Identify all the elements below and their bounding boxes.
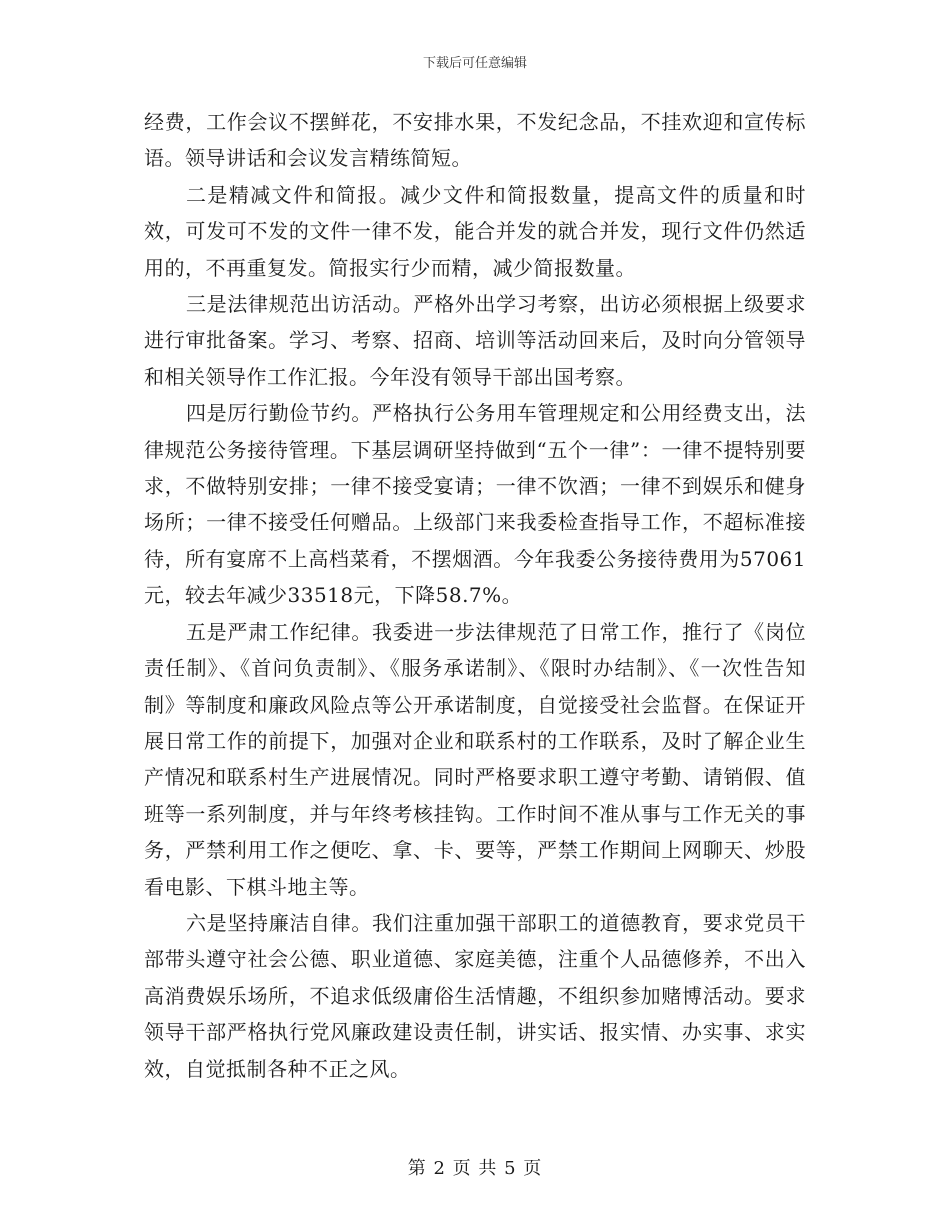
paragraph-6: 六是坚持廉洁自律。我们注重加强干部职工的道德教育，要求党员干部带头遵守社会公德、职业道德、家庭美德，注重个人品德修养，不出入高消费娱乐场所，不追求低级庸俗生活情趣，不组织参加赌博活动。要求领导干部严格执行党风廉政建设责任制，讲实话、报实情、办实事、求实效，自觉抵制各种不正之风。 bbox=[144, 910, 806, 1081]
paragraph-5: 五是严肃工作纪律。我委进一步法律规范了日常工作，推行了《岗位责任制》、《首问负责制》、《服务承诺制》、《限时办结制》、《一次性告知制》等制度和廉政风险点等公开承诺制度，自觉接受社会监督。在保证开展日常工作的前提下，加强对企业和联系村的工作联系，及时了解企业生产情况和联系村生产进展情况。同时严格要求职工遵守考勤、请销假、值班等一系列制度，并与年终考核挂钩。工作时间不准从事与工作无关的事务，严禁利用工作之便吃、拿、卡、要等，严禁工作期间上网聊天、炒股看电影、下棋斗地主等。 bbox=[144, 619, 806, 899]
paragraph-3: 三是法律规范出访活动。严格外出学习考察，出访必须根据上级要求进行审批备案。学习、考察、招商、培训等活动回来后，及时向分管领导和相关领导作工作汇报。今年没有领导干部出国考察。 bbox=[144, 292, 806, 389]
header-note: 下载后可任意编辑 bbox=[422, 56, 527, 71]
paragraph-4: 四是厉行勤俭节约。严格执行公务用车管理规定和公用经费支出，法律规范公务接待管理。下基层调研坚持做到“五个一律”：一律不提特别要求，不做特别安排；一律不接受宴请；一律不饮酒；一律不到娱乐和健身场所；一律不接受任何赠品。上级部门来我委检查指导工作，不超标准接待，所有宴席不上高档菜肴，不摆烟酒。今年我委公务接待费用为57061元，较去年减少33518元，下降58.7%。 bbox=[144, 401, 806, 608]
document-body bbox=[144, 104, 806, 1087]
paragraph-2: 二是精减文件和简报。减少文件和简报数量，提高文件的质量和时效，可发可不发的文件一律不发，能合并发的就合并发，现行文件仍然适用的，不再重复发。简报实行少而精，减少简报数量。 bbox=[144, 182, 806, 280]
page-number: 第 2 页 共 5 页 bbox=[407, 1158, 543, 1179]
paragraph-1: 经费，工作会议不摆鲜花，不安排水果，不发纪念品，不挂欢迎和宣传标语。领导讲话和会议发言精练简短。 bbox=[144, 110, 806, 171]
